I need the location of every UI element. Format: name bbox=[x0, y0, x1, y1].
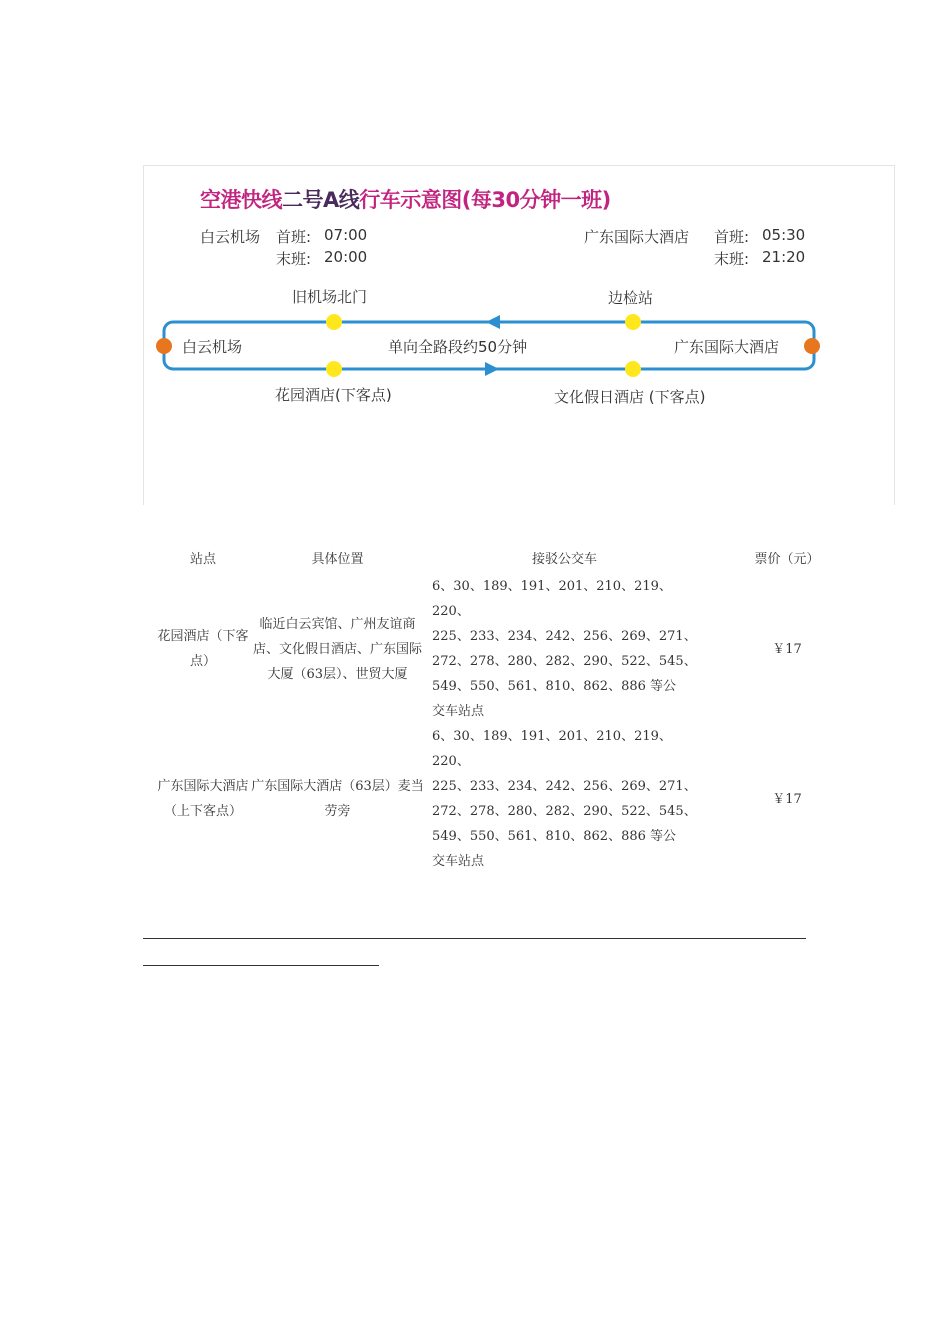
arrow-left-icon bbox=[486, 315, 500, 329]
cell-buses bbox=[426, 724, 697, 874]
arrow-right-icon bbox=[485, 362, 499, 376]
header-location: 具体位置 bbox=[311, 551, 364, 567]
stop-dot-old-airport bbox=[326, 314, 342, 330]
stop-dot-holiday-inn bbox=[625, 361, 641, 377]
cell-price: ￥17 bbox=[772, 791, 802, 807]
stop-label-holiday-inn: 文化假日酒店 (下客点) bbox=[554, 388, 706, 406]
cell-location: 临近白云宾馆、广州友谊商店、文化假日酒店、广东国际大厦（63层）、世贸大厦 bbox=[252, 616, 422, 682]
stop-label-garden-hotel: 花园酒店(下客点) bbox=[275, 386, 392, 404]
buses-line: 272、278、280、282、290、522、545、 bbox=[432, 654, 697, 669]
left-last-time: 20:00 bbox=[324, 248, 368, 266]
buses-line: 交车站点 bbox=[432, 704, 485, 719]
cell-location: 广东国际大酒店（63层）麦当劳旁 bbox=[251, 779, 424, 819]
cell-station: 花园酒店（下客点） bbox=[157, 629, 249, 669]
left-first-time: 07:00 bbox=[324, 226, 368, 244]
right-terminal-name: 广东国际大酒店 bbox=[584, 228, 690, 246]
cell-price: ￥17 bbox=[772, 641, 802, 657]
buses-line: 225、233、234、242、256、269、271、 bbox=[432, 629, 697, 644]
buses-line: 6、30、189、191、201、210、219、220、 bbox=[432, 579, 672, 619]
fill-in-line bbox=[143, 938, 806, 939]
buses-line: 225、233、234、242、256、269、271、 bbox=[432, 779, 697, 794]
right-last-time: 21:20 bbox=[762, 248, 806, 266]
right-first-label: 首班: bbox=[714, 228, 750, 246]
header-buses: 接驳公交车 bbox=[531, 551, 597, 567]
stop-label-old-airport: 旧机场北门 bbox=[292, 288, 368, 306]
stop-dot-garden-hotel bbox=[326, 361, 342, 377]
table-row bbox=[157, 724, 877, 874]
title-part-1: 空港快线 bbox=[200, 188, 282, 212]
left-first-label: 首班: bbox=[276, 228, 312, 246]
right-last-label: 末班: bbox=[714, 250, 750, 268]
buses-line: 交车站点 bbox=[432, 854, 485, 869]
cell-buses bbox=[426, 574, 697, 724]
title-part-2: 二号A线 bbox=[282, 188, 360, 212]
fill-in-line bbox=[143, 965, 379, 966]
right-first-time: 05:30 bbox=[762, 226, 806, 244]
terminal-dot-airport bbox=[156, 338, 172, 354]
buses-line: 549、550、561、810、862、886 等公 bbox=[432, 679, 677, 694]
title-part-3: 行车示意图(每30分钟一班) bbox=[359, 188, 611, 212]
left-terminal-name: 白云机场 bbox=[200, 228, 261, 246]
stop-dot-border-check bbox=[625, 314, 641, 330]
left-last-label: 末班: bbox=[276, 250, 312, 268]
buses-line: 549、550、561、810、862、886 等公 bbox=[432, 829, 677, 844]
diagram-title bbox=[200, 184, 611, 214]
table-row bbox=[157, 574, 877, 724]
buses-line: 6、30、189、191、201、210、219、220、 bbox=[432, 729, 672, 769]
route-start-label: 白云机场 bbox=[182, 338, 243, 356]
header-station: 站点 bbox=[189, 551, 216, 567]
route-diagram bbox=[143, 165, 895, 505]
route-center-note: 单向全路段约50分钟 bbox=[388, 338, 528, 356]
terminal-dot-gd-hotel bbox=[804, 338, 820, 354]
table-header-row bbox=[157, 540, 877, 574]
route-end-label: 广东国际大酒店 bbox=[674, 338, 780, 356]
buses-line: 272、278、280、282、290、522、545、 bbox=[432, 804, 697, 819]
cell-station: 广东国际大酒店（上下客点） bbox=[157, 779, 249, 819]
bus-connection-table bbox=[157, 540, 877, 874]
stop-label-border-check: 边检站 bbox=[608, 289, 654, 307]
header-price: 票价（元） bbox=[754, 551, 820, 567]
